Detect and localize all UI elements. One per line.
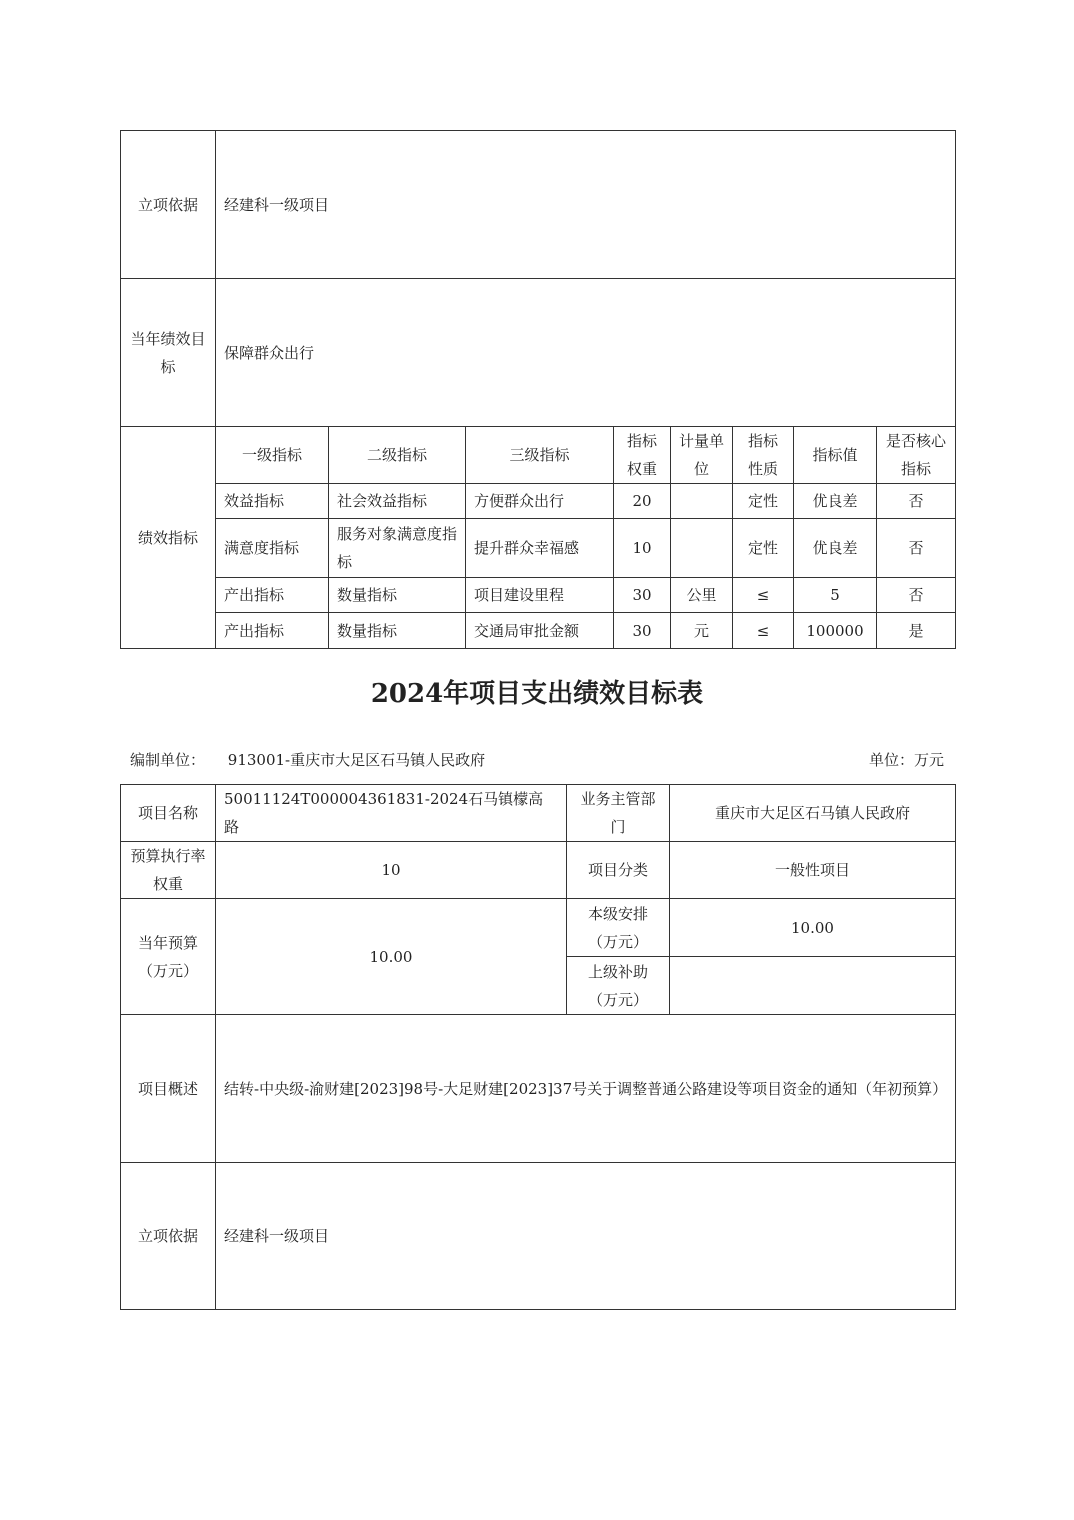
row-cell: 30 bbox=[614, 613, 671, 649]
compiling-unit-label: 编制单位： bbox=[130, 751, 206, 769]
category-label: 项目分类 bbox=[567, 842, 670, 899]
row-cell: 满意度指标 bbox=[216, 519, 329, 578]
dept-label: 业务主管部门 bbox=[567, 785, 670, 842]
row-cell: 10 bbox=[614, 519, 671, 578]
currency-unit: 单位：万元 bbox=[868, 751, 944, 769]
row-cell: 方便群众出行 bbox=[466, 484, 614, 519]
goal-label: 当年绩效目标 bbox=[121, 279, 216, 427]
row-cell: 数量指标 bbox=[329, 613, 466, 649]
exec-weight-value: 10 bbox=[216, 842, 567, 899]
row-cell: 数量指标 bbox=[329, 578, 466, 613]
row-cell: 优良差 bbox=[794, 484, 877, 519]
header-cell: 二级指标 bbox=[329, 427, 466, 484]
local-label: 本级安排（万元） bbox=[567, 899, 670, 957]
project-name-value: 50011124T000004361831-2024石马镇檬高路 bbox=[216, 785, 567, 842]
row-cell: 元 bbox=[671, 613, 733, 649]
table-row bbox=[121, 578, 956, 613]
row-cell: ≤ bbox=[733, 613, 794, 649]
local-value: 10.00 bbox=[670, 899, 956, 957]
page-title: 2024年项目支出绩效目标表 bbox=[370, 679, 704, 709]
basis-label: 立项依据 bbox=[121, 131, 216, 279]
budget-label: 当年预算（万元） bbox=[121, 899, 216, 1015]
row-cell: 效益指标 bbox=[216, 484, 329, 519]
header-cell: 三级指标 bbox=[466, 427, 614, 484]
header-cell: 一级指标 bbox=[216, 427, 329, 484]
compiling-unit bbox=[130, 748, 485, 772]
row-cell: 产出指标 bbox=[216, 613, 329, 649]
row-cell: 优良差 bbox=[794, 519, 877, 578]
bottom-table bbox=[120, 784, 956, 1310]
upper-label: 上级补助（万元） bbox=[567, 957, 670, 1015]
basis-label-bottom: 立项依据 bbox=[121, 1163, 216, 1310]
basis-value: 经建科一级项目 bbox=[216, 131, 956, 279]
row-cell: 5 bbox=[794, 578, 877, 613]
row-cell: 公里 bbox=[671, 578, 733, 613]
indicators-label: 绩效指标 bbox=[121, 427, 216, 649]
overview-value: 结转-中央级-渝财建[2023]98号-大足财建[2023]37号关于调整普通公路建设等项目资金的通知（年初预算） bbox=[216, 1015, 956, 1163]
compiling-unit-value: 913001-重庆市大足区石马镇人民政府 bbox=[227, 751, 486, 769]
row-cell: 交通局审批金额 bbox=[466, 613, 614, 649]
row-cell: 否 bbox=[877, 578, 956, 613]
table-row bbox=[121, 519, 956, 578]
header-cell: 指标值 bbox=[794, 427, 877, 484]
row-cell: 否 bbox=[877, 519, 956, 578]
budget-value: 10.00 bbox=[216, 899, 567, 1015]
row-cell: 产出指标 bbox=[216, 578, 329, 613]
row-cell: 定性 bbox=[733, 519, 794, 578]
header-cell: 计量单位 bbox=[671, 427, 733, 484]
row-cell: 服务对象满意度指标 bbox=[329, 519, 466, 578]
row-cell: 是 bbox=[877, 613, 956, 649]
row-cell: 定性 bbox=[733, 484, 794, 519]
basis-value-bottom: 经建科一级项目 bbox=[216, 1163, 956, 1310]
row-cell: 20 bbox=[614, 484, 671, 519]
row-cell: 否 bbox=[877, 484, 956, 519]
header-cell: 指标性质 bbox=[733, 427, 794, 484]
project-name-label: 项目名称 bbox=[121, 785, 216, 842]
top-table bbox=[120, 130, 956, 649]
row-cell bbox=[671, 519, 733, 578]
row-cell: 项目建设里程 bbox=[466, 578, 614, 613]
dept-value: 重庆市大足区石马镇人民政府 bbox=[670, 785, 956, 842]
row-cell: ≤ bbox=[733, 578, 794, 613]
header-cell: 指标权重 bbox=[614, 427, 671, 484]
row-cell bbox=[671, 484, 733, 519]
header-cell: 是否核心指标 bbox=[877, 427, 956, 484]
exec-weight-label: 预算执行率权重 bbox=[121, 842, 216, 899]
row-cell: 提升群众幸福感 bbox=[466, 519, 614, 578]
row-cell: 社会效益指标 bbox=[329, 484, 466, 519]
table-row bbox=[121, 484, 956, 519]
table-row bbox=[121, 613, 956, 649]
upper-value bbox=[670, 957, 956, 1015]
row-cell: 100000 bbox=[794, 613, 877, 649]
overview-label: 项目概述 bbox=[121, 1015, 216, 1163]
category-value: 一般性项目 bbox=[670, 842, 956, 899]
row-cell: 30 bbox=[614, 578, 671, 613]
goal-value: 保障群众出行 bbox=[216, 279, 956, 427]
